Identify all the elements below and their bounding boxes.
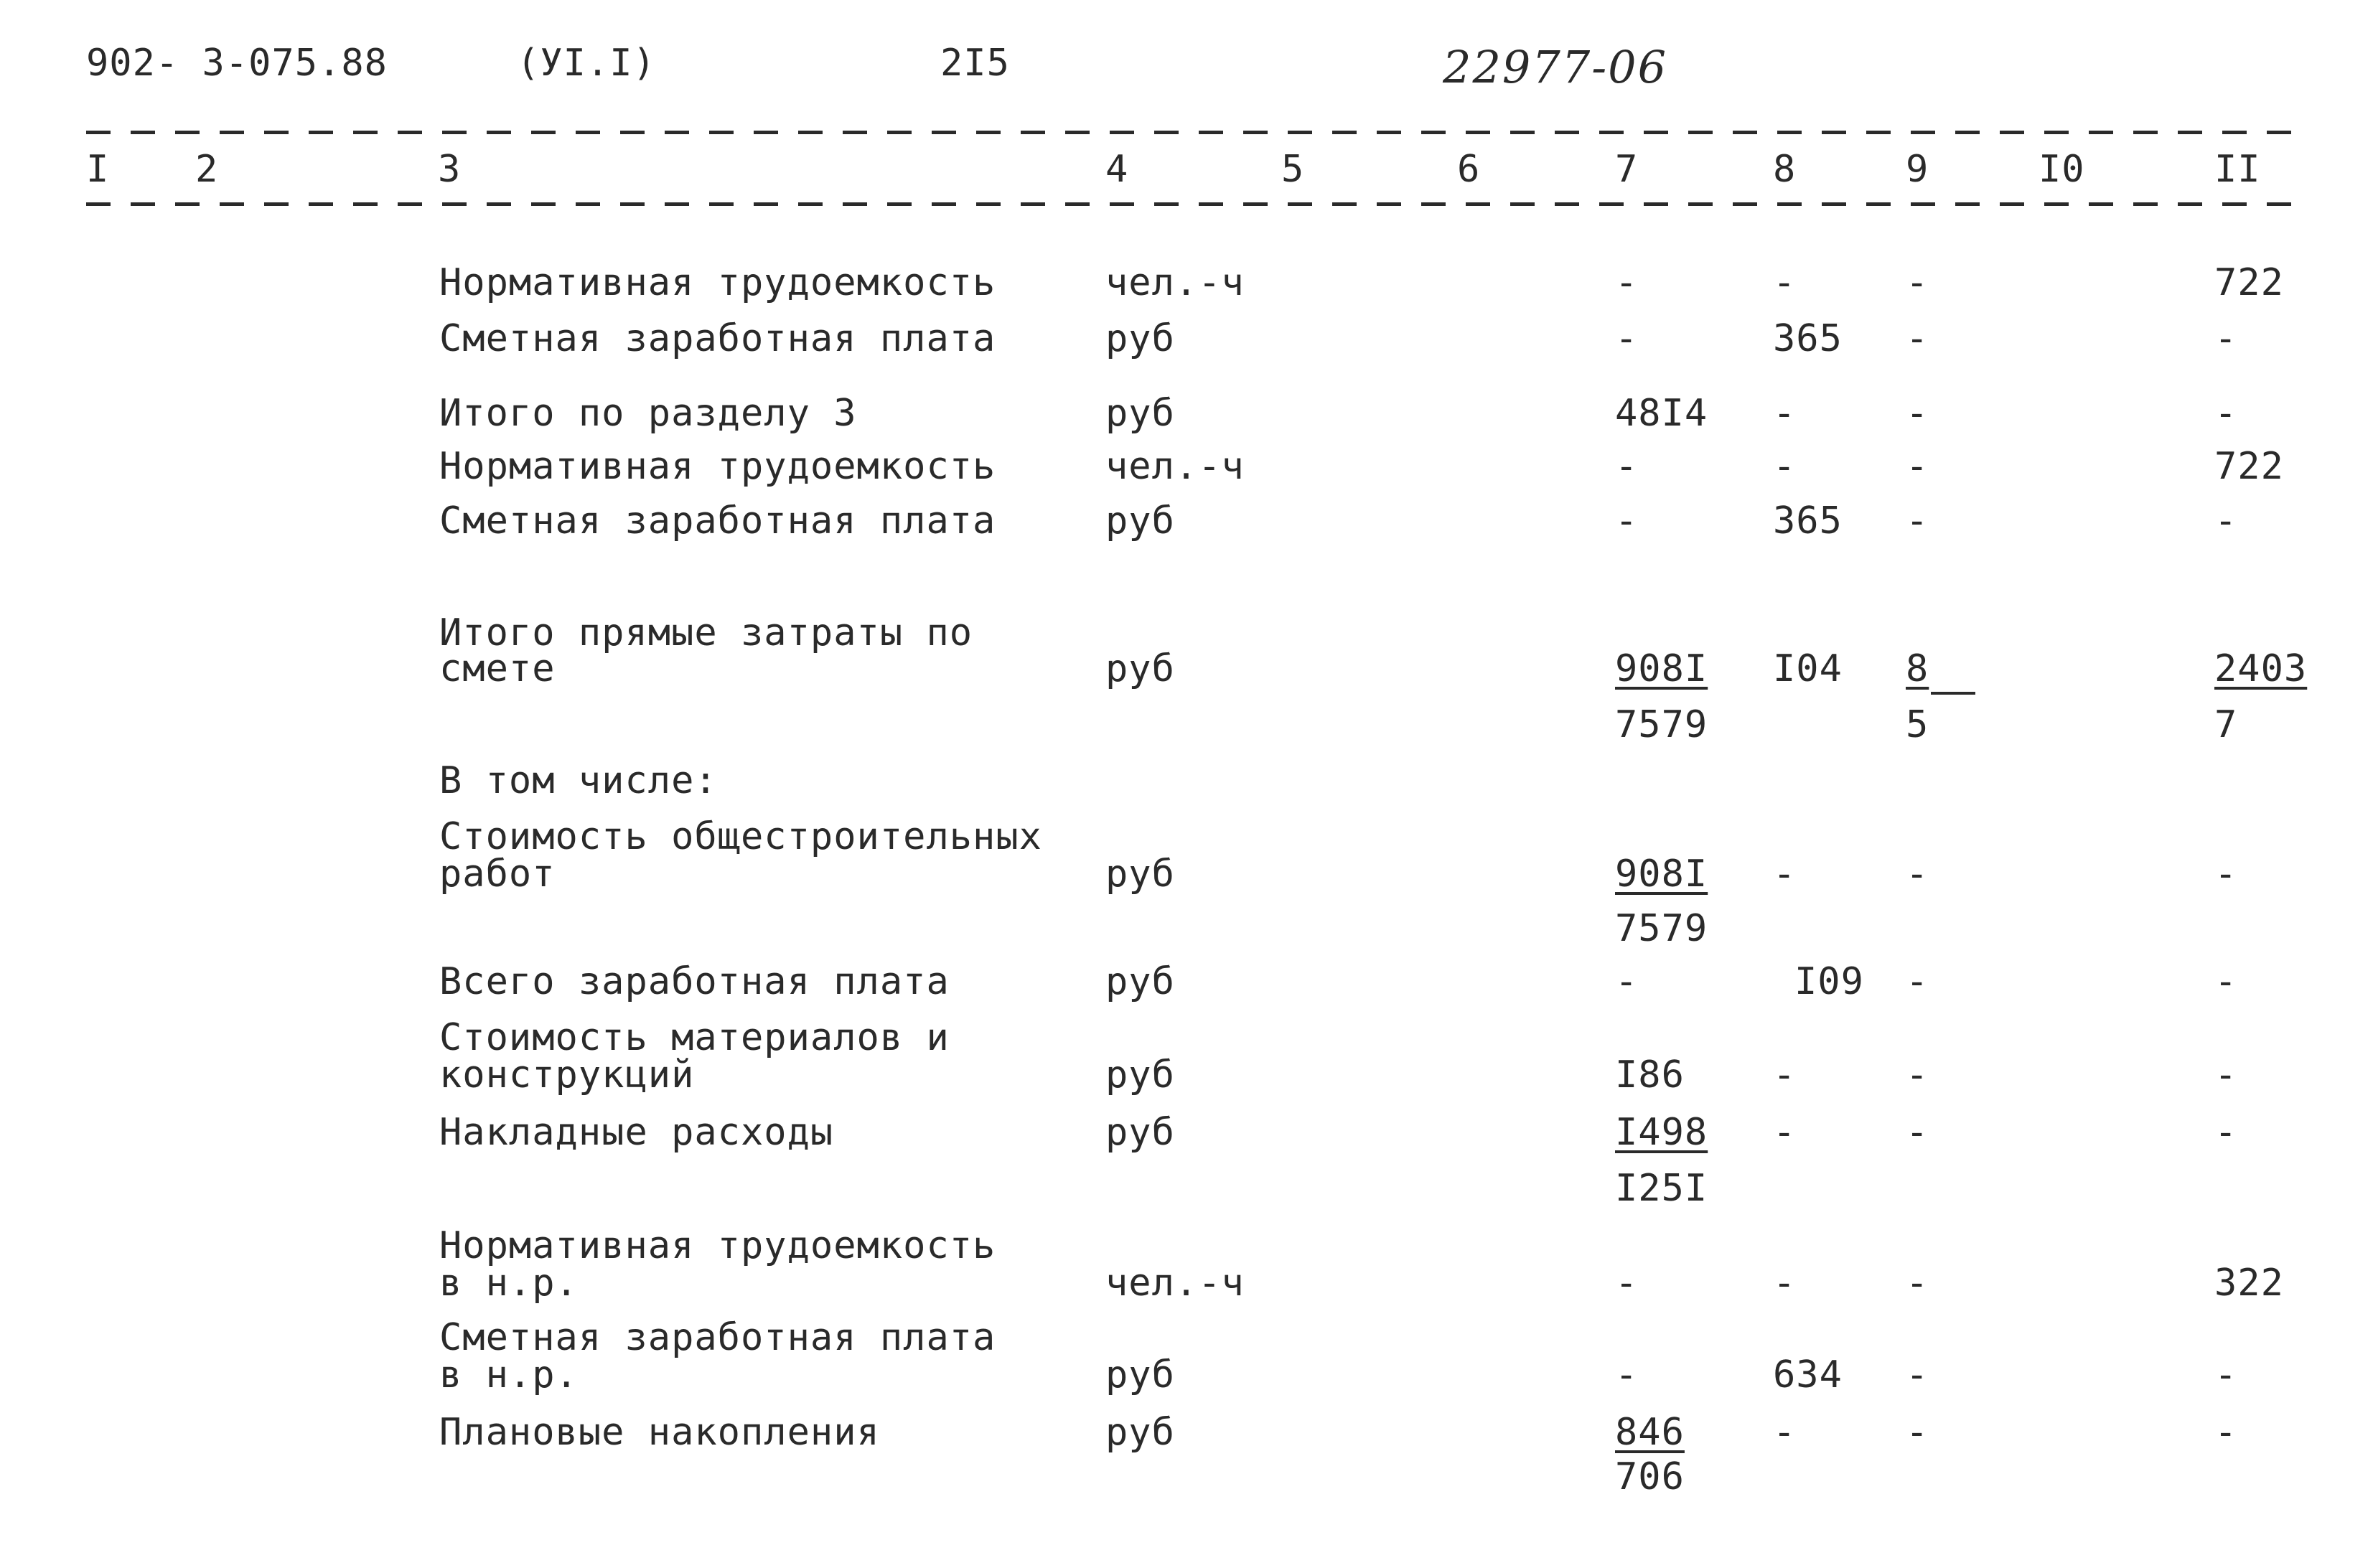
col-header-6: 6 <box>1457 148 1481 191</box>
cell-col7: I86 <box>1615 1053 1685 1097</box>
cell-col7: - <box>1615 499 1639 543</box>
page-number: 2I5 <box>940 42 1010 85</box>
cell-col9: - <box>1906 317 1929 360</box>
col-header-9: 9 <box>1906 148 1929 191</box>
handwritten-code: 22977-06 <box>1443 41 1668 93</box>
cell-col11: - <box>2214 1111 2238 1154</box>
row-label: Сметная заработная плата <box>439 1316 996 1359</box>
volume-label: (УI.I) <box>517 42 656 85</box>
col-header-3: 3 <box>438 148 462 191</box>
cell-col8: I09 <box>1794 960 1864 1003</box>
header-bottom-rule <box>86 202 2304 206</box>
cell-col11: - <box>2214 960 2238 1003</box>
row-unit: руб <box>1105 317 1175 360</box>
cell-col7: 908I <box>1615 853 1708 896</box>
col-header-4: 4 <box>1105 148 1129 191</box>
row-label: В том числе: <box>439 759 718 802</box>
cell-col9: - <box>1906 392 1929 435</box>
col-header-7: 7 <box>1615 148 1639 191</box>
cell-col9-denominator: 5 <box>1906 703 1929 746</box>
cell-col8: - <box>1773 445 1797 488</box>
row-label: Стоимость общестроительных <box>439 815 1042 858</box>
col-header-10: I0 <box>2039 148 2085 191</box>
cell-col7-denominator: 7579 <box>1615 703 1708 746</box>
cell-col8: 365 <box>1773 317 1843 360</box>
cell-col9: - <box>1906 1411 1929 1454</box>
cell-col9: - <box>1906 960 1929 1003</box>
col-header-5: 5 <box>1281 148 1305 191</box>
row-label: Сметная заработная плата <box>439 499 996 543</box>
row-label: Плановые накопления <box>439 1411 880 1454</box>
row-label: Всего заработная плата <box>439 960 950 1003</box>
cell-col7: - <box>1615 261 1639 304</box>
cell-col8: I04 <box>1773 647 1843 690</box>
cell-col7: - <box>1615 317 1639 360</box>
cell-col7: I498 <box>1615 1111 1708 1154</box>
cell-col9: - <box>1906 261 1929 304</box>
cell-col8: - <box>1773 1111 1797 1154</box>
row-unit: руб <box>1105 499 1175 543</box>
cell-col8: - <box>1773 1053 1797 1097</box>
row-unit: чел.-ч <box>1105 445 1245 488</box>
document-series: 902- 3-075.88 <box>86 42 388 85</box>
row-unit: руб <box>1105 853 1175 896</box>
cell-col11: - <box>2214 1411 2238 1454</box>
cell-col11: - <box>2214 1353 2238 1396</box>
cell-col9: - <box>1906 1262 1929 1305</box>
cell-col11: - <box>2214 853 2238 896</box>
cell-col9: - <box>1906 1053 1929 1097</box>
cell-col9: 8 <box>1906 647 1929 690</box>
cell-col11: 2403 <box>2214 647 2308 690</box>
row-unit: руб <box>1105 1111 1175 1154</box>
row-unit: руб <box>1105 392 1175 435</box>
cell-col11: 722 <box>2214 261 2284 304</box>
row-label: Нормативная трудоемкость <box>439 445 996 488</box>
row-label: Итого по разделу 3 <box>439 392 857 435</box>
cell-col7: - <box>1615 960 1639 1003</box>
cell-col8: - <box>1773 392 1797 435</box>
row-label: Стоимость материалов и <box>439 1016 950 1059</box>
cell-col7-denominator: 706 <box>1615 1455 1685 1498</box>
col-header-11: II <box>2214 148 2261 191</box>
cell-col11: 322 <box>2214 1262 2284 1305</box>
row-label-continued: работ <box>439 853 556 896</box>
cell-col8: - <box>1773 261 1797 304</box>
cell-col8: 365 <box>1773 499 1843 543</box>
cell-col7: 48I4 <box>1615 392 1708 435</box>
cell-col8: 634 <box>1773 1353 1843 1396</box>
row-unit: руб <box>1105 1053 1175 1097</box>
cell-col11: - <box>2214 392 2238 435</box>
cell-col7-denominator: 7579 <box>1615 907 1708 950</box>
cell-col9: - <box>1906 1111 1929 1154</box>
row-label: Сметная заработная плата <box>439 317 996 360</box>
row-label: Нормативная трудоемкость <box>439 1224 996 1267</box>
row-label-continued: конструкций <box>439 1053 695 1097</box>
cell-col7: - <box>1615 445 1639 488</box>
cell-col8: - <box>1773 853 1797 896</box>
cell-col11: - <box>2214 1053 2238 1097</box>
row-label: Нормативная трудоемкость <box>439 261 996 304</box>
row-label-continued: в н.р. <box>439 1353 579 1396</box>
cell-col11: 722 <box>2214 445 2284 488</box>
cell-col11-denominator: 7 <box>2214 703 2238 746</box>
row-label-continued: смете <box>439 647 556 690</box>
cell-col7: - <box>1615 1353 1639 1396</box>
cell-col8: - <box>1773 1262 1797 1305</box>
cell-col7-denominator: I25I <box>1615 1167 1708 1210</box>
cell-col7: 908I <box>1615 647 1708 690</box>
row-unit: чел.-ч <box>1105 1262 1245 1305</box>
cell-col9-fraction-bar <box>1931 692 1975 695</box>
cell-col11: - <box>2214 499 2238 543</box>
cell-col9: - <box>1906 1353 1929 1396</box>
col-header-8: 8 <box>1773 148 1797 191</box>
header-top-rule <box>86 131 2304 134</box>
row-unit: руб <box>1105 1411 1175 1454</box>
cell-col11: - <box>2214 317 2238 360</box>
col-header-1: I <box>86 148 110 191</box>
col-header-2: 2 <box>195 148 219 191</box>
cell-col8: - <box>1773 1411 1797 1454</box>
cell-col7: 846 <box>1615 1411 1685 1454</box>
row-label: Накладные расходы <box>439 1111 834 1154</box>
cell-col7: - <box>1615 1262 1639 1305</box>
cell-col9: - <box>1906 853 1929 896</box>
row-unit: руб <box>1105 1353 1175 1396</box>
row-unit: чел.-ч <box>1105 261 1245 304</box>
row-label: Итого прямые затраты по <box>439 611 973 654</box>
row-unit: руб <box>1105 960 1175 1003</box>
row-label-continued: в н.р. <box>439 1262 579 1305</box>
cell-col9: - <box>1906 445 1929 488</box>
cell-col9: - <box>1906 499 1929 543</box>
row-unit: руб <box>1105 647 1175 690</box>
